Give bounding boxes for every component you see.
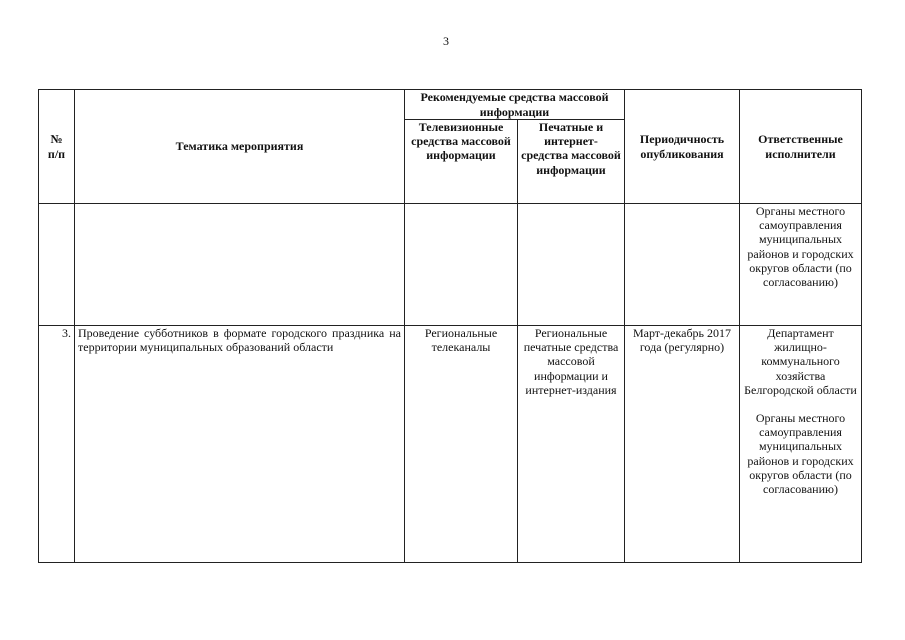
header-print: Печатные и интернет-средства массовой информации bbox=[518, 120, 625, 204]
page-number: 3 bbox=[443, 34, 449, 48]
cell-periodicity bbox=[625, 204, 740, 326]
cell-responsible: Органы местного самоуправления муниципальных районов и городских округов области (по согласованию) bbox=[740, 204, 862, 326]
cell-responsible bbox=[740, 326, 862, 563]
header-responsible: Ответственные исполнители bbox=[740, 90, 862, 204]
cell-num: 3. bbox=[39, 326, 75, 563]
media-plan-table bbox=[38, 89, 862, 563]
cell-periodicity: Март-декабрь 2017 года (регулярно) bbox=[625, 326, 740, 563]
header-tv: Телевизионные средства массовой информации bbox=[405, 120, 518, 204]
responsible-local: Органы местного самоуправления муниципальных районов и городских округов области (по согласованию) bbox=[747, 411, 854, 497]
cell-print: Региональные печатные средства массовой информации и интернет-издания bbox=[518, 326, 625, 563]
cell-num bbox=[39, 204, 75, 326]
cell-theme bbox=[75, 204, 405, 326]
cell-theme: Проведение субботников в формате городского праздника на территории муниципальных образований области bbox=[75, 326, 405, 563]
table-row bbox=[39, 326, 862, 563]
cell-tv bbox=[405, 204, 518, 326]
header-theme: Тематика мероприятия bbox=[75, 90, 405, 204]
header-periodicity: Периодичность опубликования bbox=[625, 90, 740, 204]
spacer bbox=[743, 397, 858, 411]
table-row bbox=[39, 204, 862, 326]
header-num: № п/п bbox=[39, 90, 75, 204]
cell-tv: Региональные телеканалы bbox=[405, 326, 518, 563]
responsible-dept: Департамент жилищно-коммунального хозяйства Белгородской области bbox=[744, 326, 857, 397]
header-media-group: Рекомендуемые средства массовой информации bbox=[405, 90, 625, 120]
cell-print bbox=[518, 204, 625, 326]
